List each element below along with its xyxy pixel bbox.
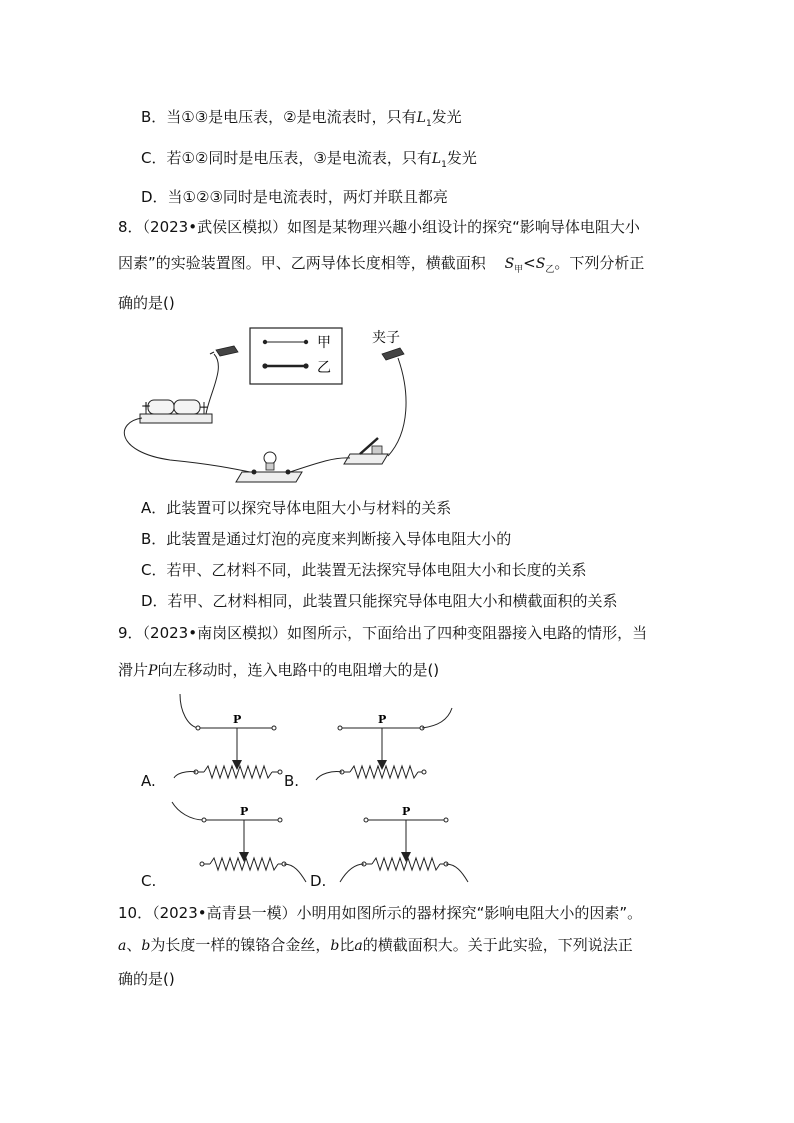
q9-stem-line2 [118,659,439,682]
q10-comma: 、 [126,936,142,954]
lamp-subscript: 1 [441,160,447,170]
q7-option-c [141,147,477,176]
lamp-symbol: L [416,110,426,126]
wire-b-symbol: b [330,938,340,954]
q7-option-b-text: B．当①③是电压表，②是电流表时，只有 [141,108,417,126]
q8-stem-line3: 确的是() [118,294,175,312]
q8-stem-line2 [118,252,644,281]
q8-option-d: D．若甲、乙材料相同，此装置只能探究导体电阻大小和横截面积的关系 [141,592,618,610]
wire-a-symbol: a [118,938,127,954]
slider-label: P [402,805,411,818]
q9-option-c: C. [141,872,157,890]
battery-plus: + [141,399,152,413]
switch-icon [344,438,388,464]
label-jia: 甲 [317,335,331,351]
q8-option-a: A．此装置可以探究导体电阻大小与材料的关系 [141,499,452,517]
q8-option-c: C．若甲、乙材料不同，此装置无法探究导体电阻大小和长度的关系 [141,561,587,579]
q9-option-b: B. [284,772,300,790]
rheostat-c [168,798,318,890]
q7-option-b [141,106,462,135]
circuit-figure [110,322,430,492]
bulb-icon [236,452,302,482]
q9-option-a: A. [141,772,156,790]
area-subscript-yi: 乙 [545,265,555,275]
q10-stem-line2 [118,934,633,957]
q9-stem-line1: 9．（2023•南岗区模拟）如图所示，下面给出了四种变阻器接入电路的情形，当 [118,624,648,642]
right-clip-icon [382,348,404,360]
battery-minus: − [199,400,210,414]
slider-symbol: P [148,663,158,679]
lamp-symbol: L [431,151,442,167]
label-yi: 乙 [317,360,331,376]
rheostat-a [170,692,310,784]
rheostat-d [330,798,480,890]
q10-text-2: 比 [339,936,355,954]
area-symbol-jia: S [504,256,515,272]
less-than-sign: < [523,254,536,272]
area-subscript-jia: 甲 [514,265,524,275]
q7-option-d: D．当①②③同时是电流表时，两灯并联且都亮 [141,188,448,206]
q7-option-b-end: 发光 [431,108,462,126]
q9-option-d: D. [310,872,327,890]
q8-option-b: B．此装置是通过灯泡的亮度来判断接入导体电阻大小的 [141,530,512,548]
lamp-subscript: 1 [425,119,432,129]
q7-option-c-end: 发光 [446,149,477,167]
wire-b-symbol: b [141,938,151,954]
q10-text-3: 的横截面积大。关于此实验，下列说法正 [362,936,633,954]
q9-stem-line2-text: 滑片 [118,661,149,679]
q9-stem-line2-end: 向左移动时，连入电路中的电阻增大的是() [157,661,440,679]
q7-option-c-text: C．若①②同时是电压表，③是电流表，只有 [141,149,432,167]
rheostat-b [310,692,460,784]
label-clip: 夹子 [372,330,400,346]
q10-stem-line3: 确的是() [118,970,175,988]
q8-stem-line2-end: 。下列分析正 [554,254,645,272]
q10-stem-line1: 10．（2023•高青县一模）小明用如图所示的器材探究“影响电阻大小的因素”。 [118,904,643,922]
q8-stem-line2-text: 因素”的实验装置图。甲、乙两导体长度相等，横截面积 [118,254,486,272]
slider-label: P [240,805,249,818]
wire-a-symbol: a [354,938,363,954]
area-symbol-yi: S [535,256,546,272]
battery-icon [140,399,212,423]
slider-label: P [233,713,242,726]
q10-text-1: 为长度一样的镍铬合金丝， [150,936,331,954]
q8-stem-line1: 8．（2023•武侯区模拟）如图是某物理兴趣小组设计的探究“影响导体电阻大小 [118,218,640,236]
slider-label: P [378,713,387,726]
